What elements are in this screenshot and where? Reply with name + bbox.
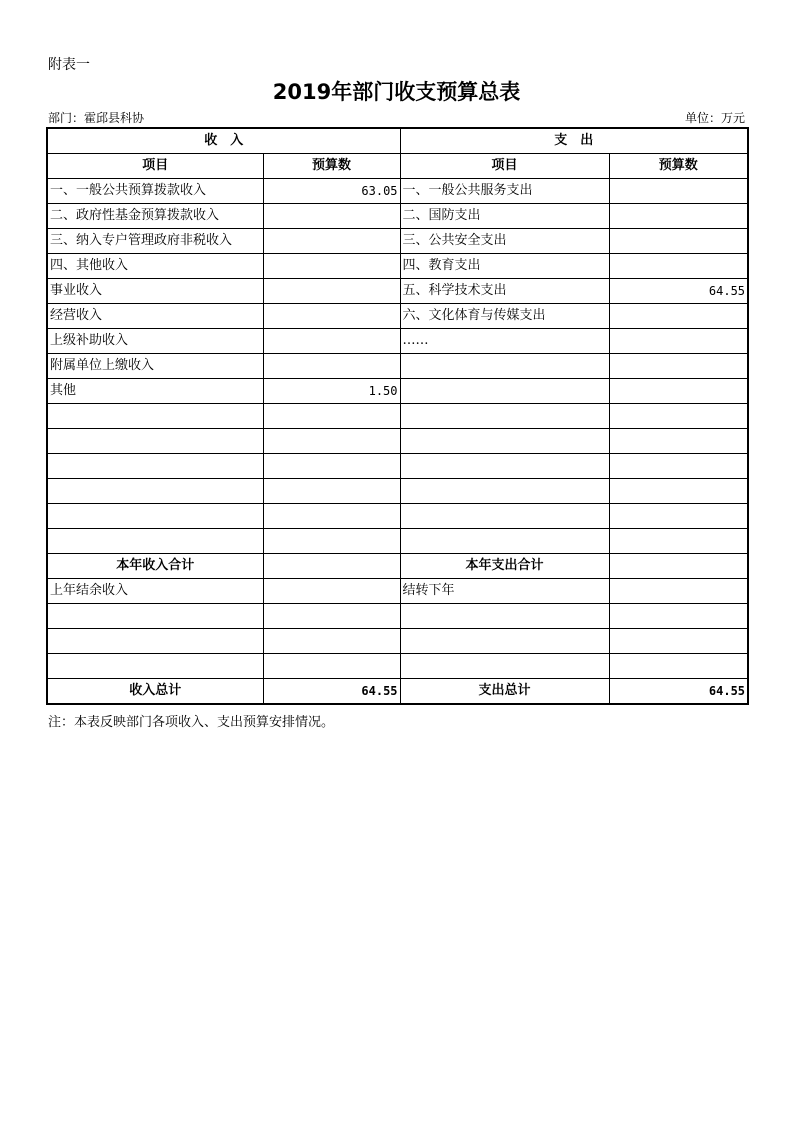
expense-total-label: 支出总计 [400, 679, 609, 705]
income-total-label: 收入总计 [47, 679, 263, 705]
table-row [47, 229, 748, 254]
table-row [47, 329, 748, 354]
expense-item-cell [400, 379, 609, 404]
income-item-cell: 事业收入 [47, 279, 263, 304]
expense-value-cell [609, 654, 748, 679]
income-item-cell [47, 429, 263, 454]
income-item-header: 项目 [47, 154, 263, 179]
table-row [47, 454, 748, 479]
table-row [47, 604, 748, 629]
expense-value-cell [609, 379, 748, 404]
income-budget-header: 预算数 [263, 154, 400, 179]
expense-total-value: 64.55 [609, 679, 748, 705]
expense-value-cell [609, 404, 748, 429]
expense-item-cell: 四、教育支出 [400, 254, 609, 279]
income-subtotal-value [263, 554, 400, 579]
income-item-cell [47, 404, 263, 429]
income-item-cell [47, 629, 263, 654]
expense-item-cell: 六、文化体育与传媒支出 [400, 304, 609, 329]
expense-value-cell [609, 354, 748, 379]
income-item-cell: 其他 [47, 379, 263, 404]
income-value-cell [263, 504, 400, 529]
expense-value-cell [609, 254, 748, 279]
expense-section-header: 支 出 [400, 128, 748, 154]
income-item-cell [47, 529, 263, 554]
page-title: 2019年部门收支预算总表 [272, 80, 521, 104]
expense-item-header: 项目 [400, 154, 609, 179]
income-value-cell [263, 479, 400, 504]
income-value-cell [263, 254, 400, 279]
budget-summary-table [46, 127, 749, 705]
income-item-cell [47, 504, 263, 529]
expense-value-cell [609, 604, 748, 629]
income-item-cell [47, 454, 263, 479]
table-row [47, 579, 748, 604]
attachment-label: 附表一 [48, 57, 90, 73]
expense-item-cell: 二、国防支出 [400, 204, 609, 229]
expense-item-cell [400, 654, 609, 679]
income-value-cell [263, 304, 400, 329]
income-total-value: 64.55 [263, 679, 400, 705]
table-row [47, 429, 748, 454]
expense-value-cell [609, 479, 748, 504]
income-section-header: 收 入 [47, 128, 400, 154]
income-value-cell [263, 229, 400, 254]
table-row [47, 504, 748, 529]
expense-item-cell: …… [400, 329, 609, 354]
subtotal-row [47, 554, 748, 579]
income-item-cell [47, 654, 263, 679]
income-value-cell [263, 454, 400, 479]
expense-item-cell: 结转下年 [400, 579, 609, 604]
expense-value-cell [609, 179, 748, 204]
table-row [47, 354, 748, 379]
income-item-cell: 附属单位上缴收入 [47, 354, 263, 379]
department-label: 部门：霍邱县科协 [48, 111, 145, 125]
expense-item-cell: 一、一般公共服务支出 [400, 179, 609, 204]
expense-item-cell: 三、公共安全支出 [400, 229, 609, 254]
income-item-cell: 上级补助收入 [47, 329, 263, 354]
table-row [47, 529, 748, 554]
income-value-cell [263, 604, 400, 629]
expense-value-cell [609, 329, 748, 354]
income-value-cell [263, 204, 400, 229]
income-value-cell [263, 579, 400, 604]
income-value-cell [263, 329, 400, 354]
expense-value-cell [609, 204, 748, 229]
expense-value-cell [609, 579, 748, 604]
income-value-cell [263, 279, 400, 304]
expense-item-cell [400, 529, 609, 554]
table-row [47, 629, 748, 654]
expense-value-cell [609, 529, 748, 554]
income-value-cell [263, 429, 400, 454]
expense-value-cell [609, 304, 748, 329]
expense-item-cell [400, 404, 609, 429]
income-value-cell: 1.50 [263, 379, 400, 404]
expense-item-cell [400, 454, 609, 479]
expense-subtotal-value [609, 554, 748, 579]
unit-label: 单位：万元 [684, 111, 745, 125]
income-value-cell: 63.05 [263, 179, 400, 204]
expense-value-cell [609, 504, 748, 529]
income-value-cell [263, 654, 400, 679]
income-item-cell: 一、一般公共预算拨款收入 [47, 179, 263, 204]
expense-value-cell: 64.55 [609, 279, 748, 304]
expense-value-cell [609, 229, 748, 254]
expense-value-cell [609, 429, 748, 454]
expense-item-cell [400, 429, 609, 454]
table-row [47, 254, 748, 279]
expense-item-cell: 五、科学技术支出 [400, 279, 609, 304]
total-row [47, 679, 748, 705]
expense-item-cell [400, 629, 609, 654]
table-row [47, 404, 748, 429]
income-value-cell [263, 629, 400, 654]
expense-item-cell [400, 479, 609, 504]
table-row [47, 279, 748, 304]
section-header-row [47, 128, 748, 154]
expense-item-cell [400, 604, 609, 629]
income-item-cell [47, 604, 263, 629]
footnote: 注：本表反映部门各项收入、支出预算安排情况。 [48, 715, 335, 730]
income-value-cell [263, 404, 400, 429]
expense-subtotal-label: 本年支出合计 [400, 554, 609, 579]
table-row [47, 479, 748, 504]
expense-budget-header: 预算数 [609, 154, 748, 179]
expense-value-cell [609, 629, 748, 654]
income-item-cell: 经营收入 [47, 304, 263, 329]
income-item-cell: 三、纳入专户管理政府非税收入 [47, 229, 263, 254]
income-value-cell [263, 529, 400, 554]
income-item-cell: 二、政府性基金预算拨款收入 [47, 204, 263, 229]
table-row [47, 179, 748, 204]
expense-item-cell [400, 354, 609, 379]
column-header-row [47, 154, 748, 179]
income-item-cell [47, 479, 263, 504]
income-subtotal-label: 本年收入合计 [47, 554, 263, 579]
expense-item-cell [400, 504, 609, 529]
income-value-cell [263, 354, 400, 379]
table-row [47, 654, 748, 679]
income-item-cell: 四、其他收入 [47, 254, 263, 279]
table-row [47, 304, 748, 329]
table-row [47, 204, 748, 229]
expense-value-cell [609, 454, 748, 479]
table-row [47, 379, 748, 404]
income-item-cell: 上年结余收入 [47, 579, 263, 604]
